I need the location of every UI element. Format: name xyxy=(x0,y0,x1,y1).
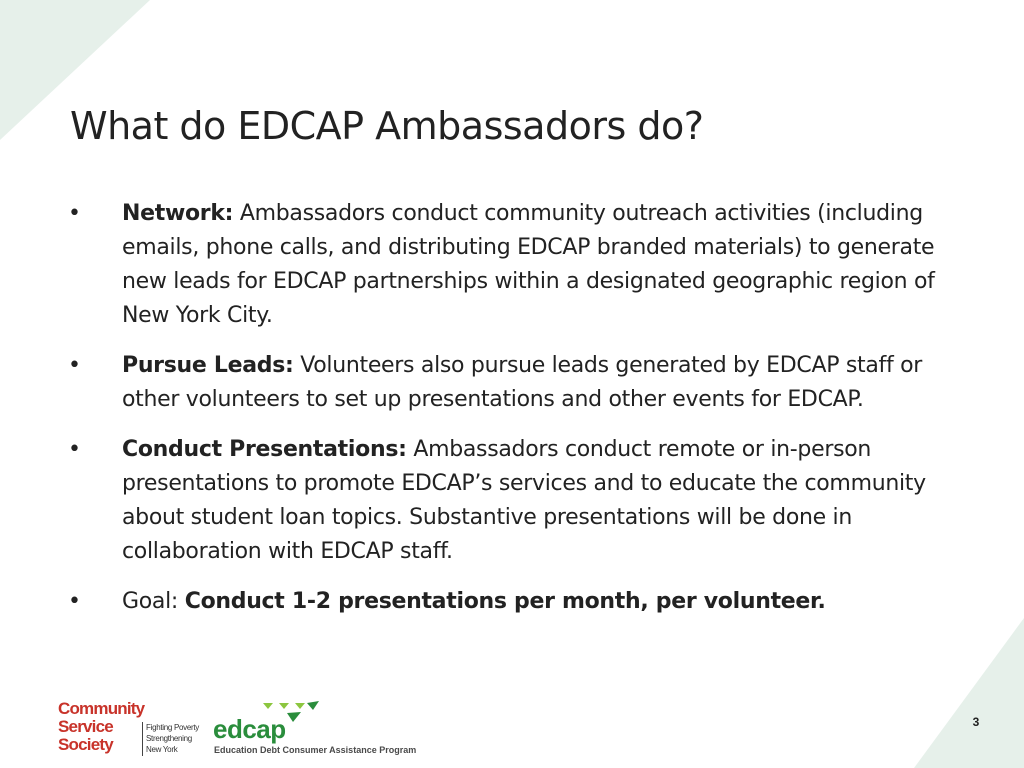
bullet-text: Volunteers also pursue leads generated by EDCAP staff or other volunteers to set up presentations and other events for EDCAP. xyxy=(122,353,923,412)
edcap-wordmark: edcap xyxy=(213,714,286,744)
bullet-marker: • xyxy=(68,437,81,462)
bullet-text: Ambassadors conduct remote or in-person presentations to promote EDCAP’s services and to educate the community about student loan topics. Substantive presentations will be done in collaboration with EDCAP staff. xyxy=(122,437,926,564)
goal-label: Goal: xyxy=(122,589,185,614)
css-logo-line: Service xyxy=(58,717,113,736)
slide-title: What do EDCAP Ambassadors do? xyxy=(70,104,704,148)
bullet-marker: • xyxy=(68,353,81,378)
bullet-pursue-leads xyxy=(66,349,946,417)
css-logo-divider xyxy=(142,722,143,756)
css-tagline-line: Fighting Poverty xyxy=(146,723,200,732)
css-logo-line: Society xyxy=(58,735,113,754)
edcap-logo xyxy=(213,700,443,760)
bullet-lead: Network: xyxy=(122,201,234,226)
css-logo-tagline xyxy=(146,722,206,755)
bullet-goal xyxy=(66,585,946,619)
bullet-marker: • xyxy=(68,201,81,226)
edcap-tagline: Education Debt Consumer Assistance Program xyxy=(214,745,417,755)
corner-decoration-bottom-right xyxy=(914,618,1024,768)
community-service-society-logo xyxy=(58,699,200,758)
css-tagline-line: New York xyxy=(146,745,178,754)
bullet-network xyxy=(66,197,946,333)
goal-text: Conduct 1-2 presentations per month, per volunteer. xyxy=(184,589,826,614)
bullet-list xyxy=(66,197,946,635)
bullet-lead: Pursue Leads: xyxy=(122,353,294,378)
bullet-text: Ambassadors conduct community outreach activities (including emails, phone calls, and distributing EDCAP branded materials) to generate new leads for EDCAP partnerships within a designated geographic region of New York City. xyxy=(122,201,935,328)
bullet-lead: Conduct Presentations: xyxy=(122,437,407,462)
bullet-conduct-presentations xyxy=(66,433,946,569)
bullet-marker: • xyxy=(68,589,81,614)
css-logo-wordmark xyxy=(58,699,145,754)
css-tagline-line: Strengthening xyxy=(146,734,192,743)
page-number: 3 xyxy=(972,715,980,729)
css-logo-line: Community xyxy=(58,699,145,718)
